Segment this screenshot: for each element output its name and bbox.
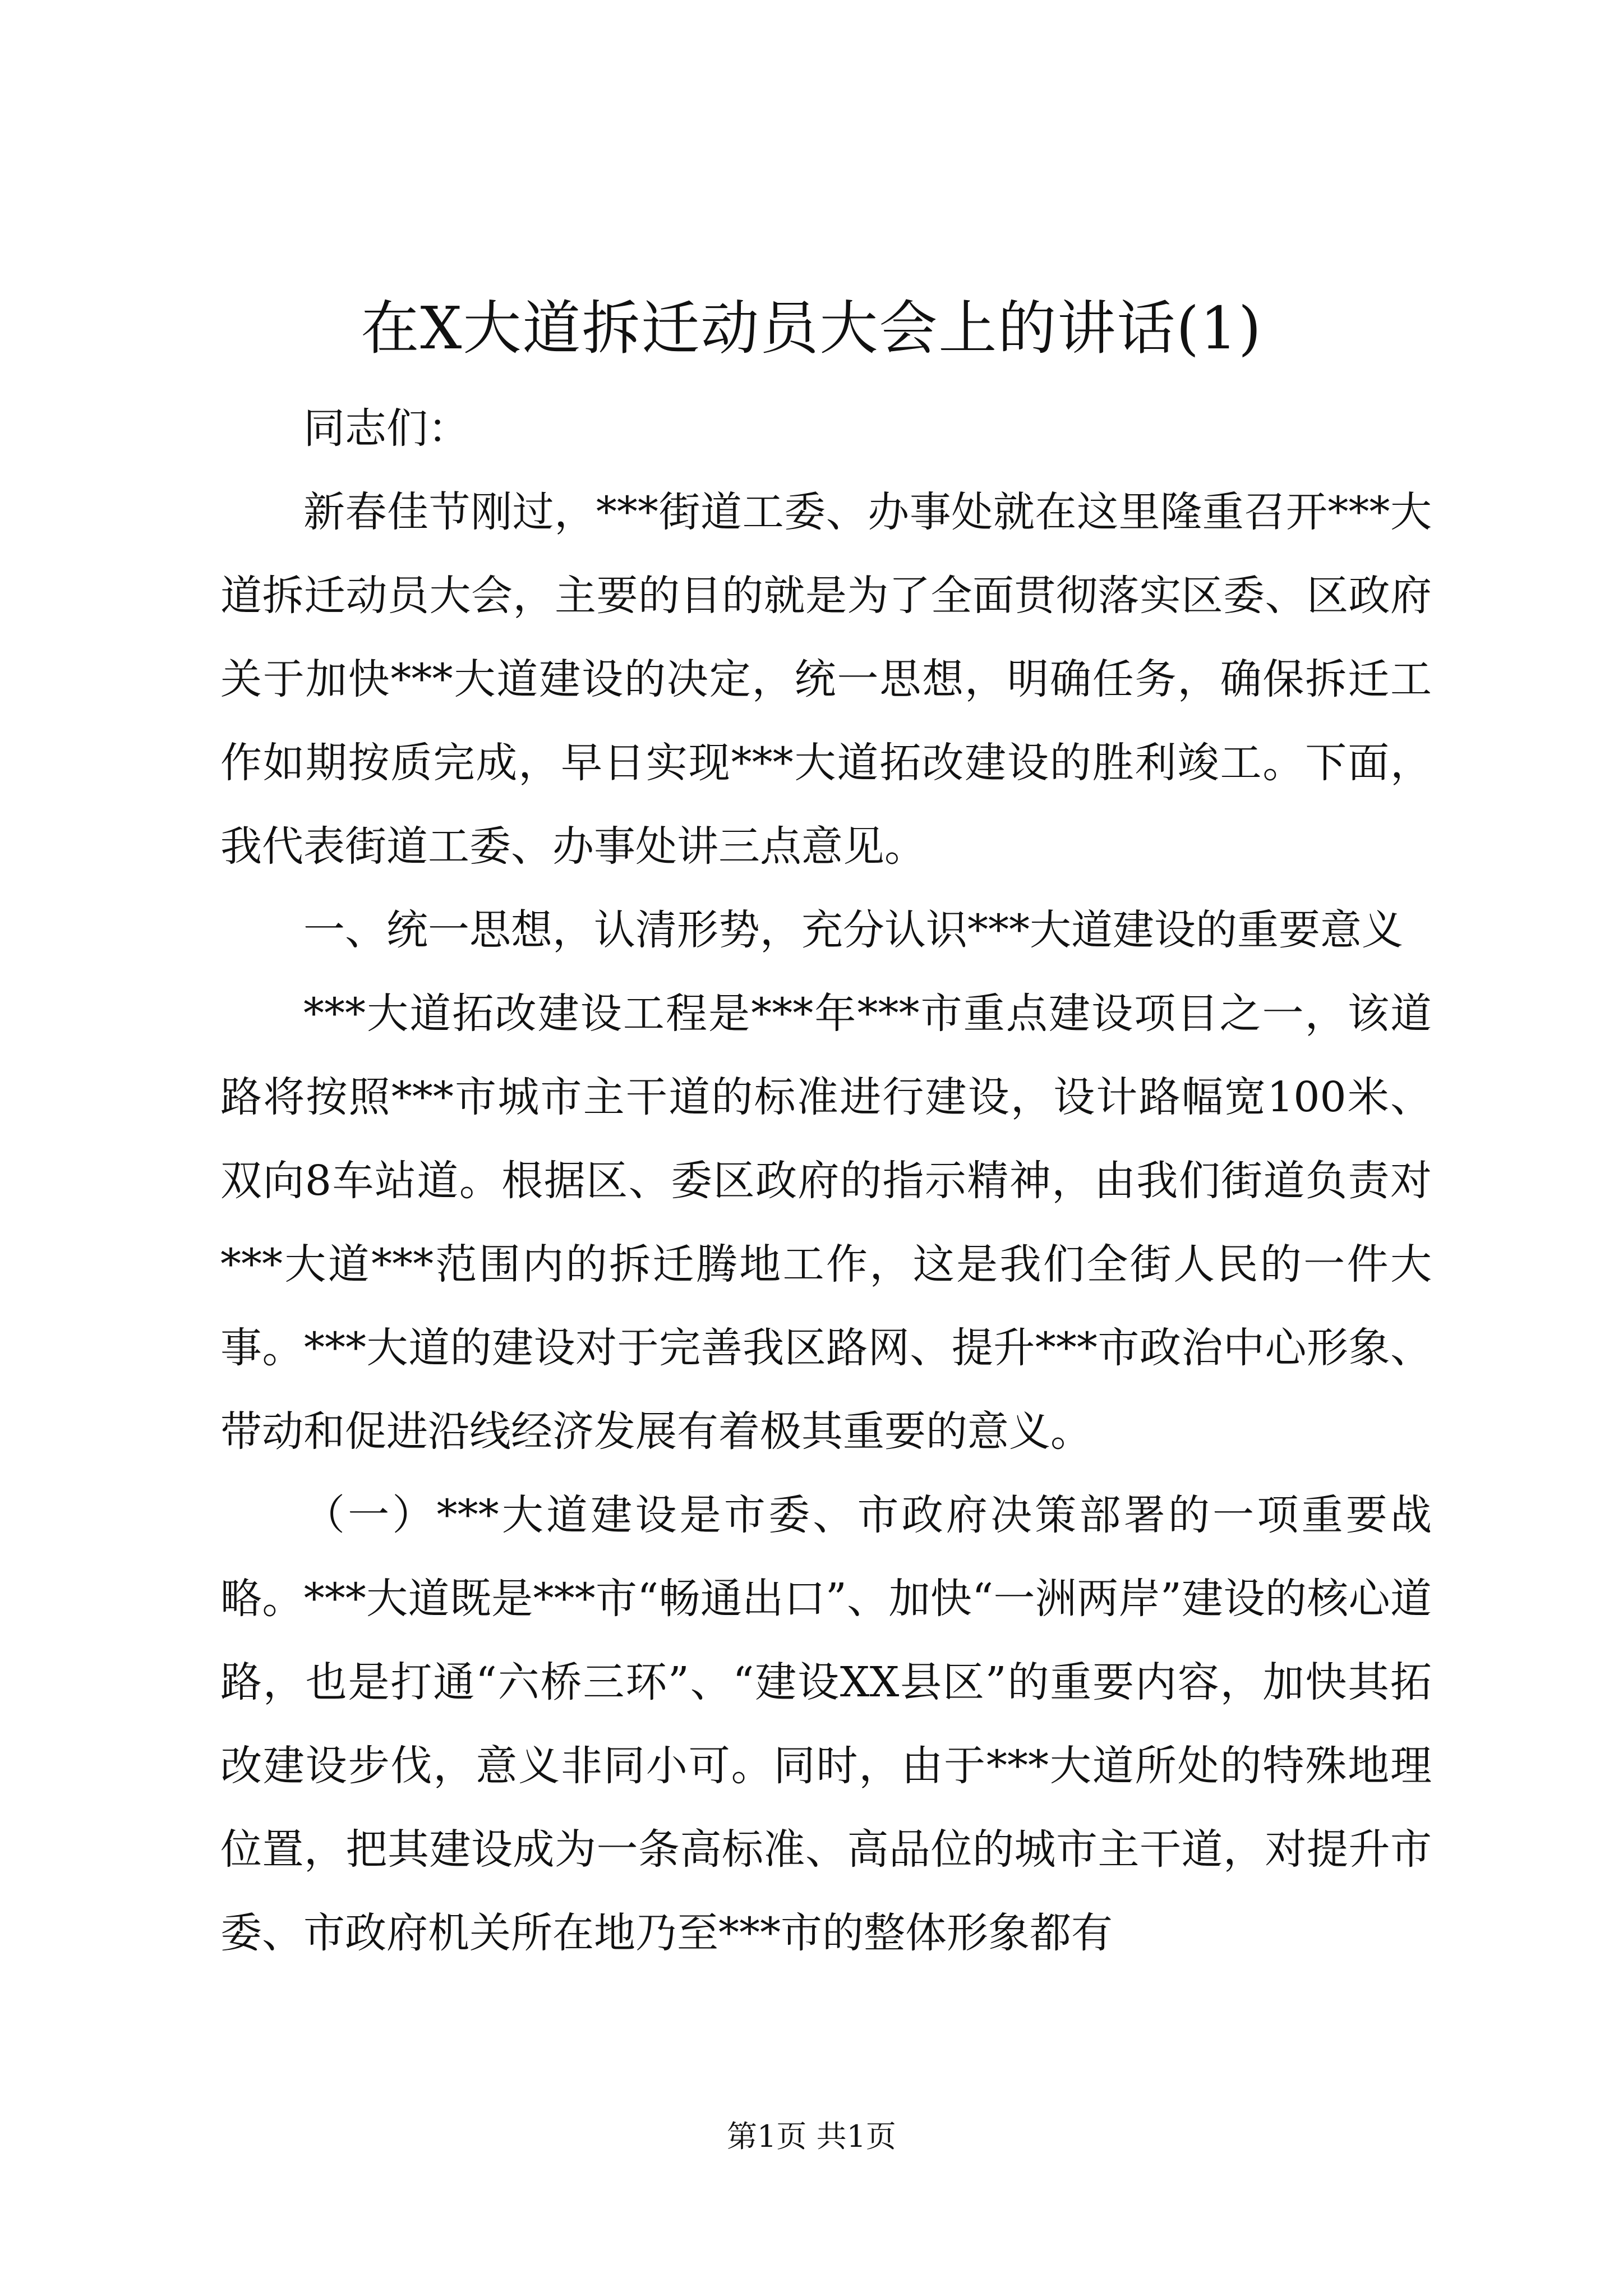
paragraph-project: ***大道拓改建设工程是***年***市重点建设项目之一，该道路将按照***市城市主干道的标准进行建设，设计路幅宽100米、双向8车站道。根据区、委区政府的指示精神，由我们街道负责对***大道***范围内的拆迁腾地工作，这是我们全街人民的一件大事。***大道的建设对于完善我区路网、提升***市政治中心形象、带动和促进沿线经济发展有着极其重要的意义。 — [220, 990, 1432, 1456]
salutation: 同志们： — [303, 404, 469, 453]
paragraph-subpoint-1: （一）***大道建设是市委、市政府决策部署的一项重要战略。***大道既是***市“畅通出口”、加快“一洲两岸”建设的核心道路，也是打通“六桥三环”、“建设XX县区”的重要内容，加快其拓改建设步伐，意义非同小可。同时，由于***大道所处的特殊地理位置，把其建设成为一条高标准、高品位的城市主干道，对提升市委、市政府机关所在地乃至***市的整体形象都有 — [220, 1491, 1432, 1957]
document-body — [220, 387, 1432, 1975]
section-heading-1: 一、统一思想，认清形势，充分认识***大道建设的重要意义 — [303, 906, 1403, 954]
page-footer: 第1页 共1页 — [727, 2119, 896, 2154]
paragraph-intro: 新春佳节刚过，***街道工委、办事处就在这里隆重召开***大道拆迁动员大会，主要的目的就是为了全面贯彻落实区委、区政府关于加快***大道建设的决定，统一思想，明确任务，确保拆迁工作如期按质完成，早日实现***大道拓改建设的胜利竣工。下面，我代表街道工委、办事处讲三点意见。 — [220, 488, 1432, 871]
document-title: 在X大道拆迁动员大会上的讲话(1) — [361, 294, 1262, 362]
